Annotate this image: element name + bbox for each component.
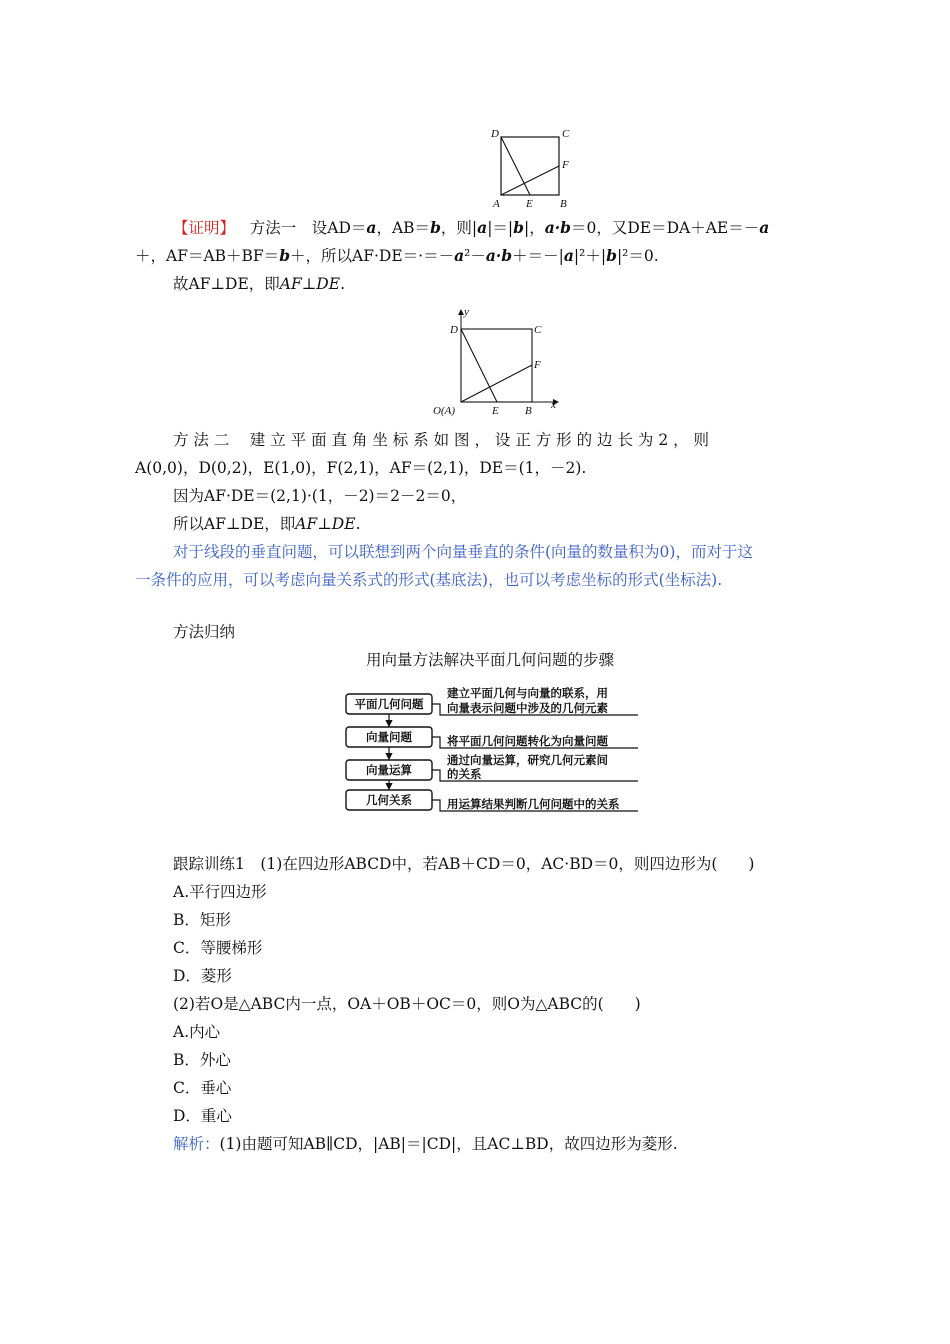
label-e: E	[492, 405, 499, 417]
vec-a: a	[759, 218, 770, 237]
text: 方法一 设AD＝	[249, 219, 367, 237]
q2-option-c: C．垂心	[173, 1079, 232, 1097]
text: |＝|	[487, 219, 514, 237]
text: .	[355, 515, 361, 533]
vec-b: b	[606, 246, 617, 265]
vec-a: a	[563, 246, 574, 265]
text: |，	[523, 219, 545, 237]
label-d: D	[491, 128, 499, 140]
vec-b: b	[501, 246, 513, 265]
q1-option-c: C．等腰梯形	[173, 939, 263, 957]
label-x: x	[551, 399, 556, 411]
solution-label: 解析：	[173, 1135, 220, 1153]
step-note-1a: 建立平面几何与向量的联系，用	[447, 686, 608, 700]
dot: ·	[554, 218, 561, 237]
text: |²＋|	[573, 247, 607, 265]
text: 所以AF⊥DE，即	[173, 515, 296, 533]
text: 故AF⊥DE，即	[173, 275, 280, 293]
label-b: B	[560, 198, 567, 210]
text: ＝0，又DE＝DA＋AE＝－	[571, 219, 760, 237]
step-note-3b: 的关系	[447, 767, 482, 781]
solution	[173, 1133, 678, 1155]
exercise-q1: 跟踪训练1 (1)在四边形ABCD中，若AB＋CD＝0，AC·BD＝0，则四边形为( )	[173, 855, 755, 873]
label-f: F	[562, 159, 569, 171]
label-origin: O(A)	[433, 405, 455, 417]
text: ，AB＝	[376, 219, 431, 237]
square-abcd	[461, 329, 532, 402]
label-c: C	[534, 324, 542, 336]
step-note-3a: 通过向量运算，研究几何元素间	[447, 753, 608, 767]
square-abcd	[501, 137, 559, 195]
step-label-1: 平面几何问题	[354, 697, 424, 711]
proof-tag: 【证明】	[173, 219, 236, 237]
method2-line-4	[173, 513, 361, 535]
vec-b: b	[279, 246, 291, 265]
step-note-4: 用运算结果判断几何问题中的关系	[447, 797, 620, 811]
text: ＋＝－|	[512, 247, 564, 265]
vec-b: b	[560, 218, 572, 237]
segment-de	[461, 329, 497, 402]
text: ＋，所以AF·DE＝·＝－	[290, 247, 455, 265]
segment-de	[501, 137, 530, 195]
vec-a: a	[544, 218, 555, 237]
step-label-3: 向量运算	[366, 763, 412, 777]
note-line-1: 对于线段的垂直问题，可以联想到两个向量垂直的条件(向量的数量积为0)，而对于这	[173, 543, 753, 561]
vec-b: b	[513, 218, 524, 237]
label-c: C	[562, 128, 570, 140]
exercise-q2: (2)若O是△ABC内一点，OA＋OB＋OC＝0，则O为△ABC的( )	[173, 995, 641, 1013]
label-d: D	[450, 324, 458, 336]
text: .	[340, 275, 345, 293]
step-label-4: 几何关系	[366, 793, 412, 807]
q1-option-d: D．菱形	[173, 967, 232, 985]
steps-flowchart	[340, 684, 645, 814]
vec-a: a	[485, 246, 496, 265]
label-e: E	[526, 198, 533, 210]
dot: ·	[495, 246, 502, 265]
step-label-2: 向量问题	[366, 730, 412, 744]
coordinate-figure-2	[430, 302, 565, 420]
q2-option-b: B．外心	[173, 1051, 231, 1069]
method2-line-2: A(0,0)，D(0,2)，E(1,0)，F(2,1)，AF＝(2,1)，DE＝(1，－2).	[135, 459, 587, 477]
q2-option-a: A.内心	[173, 1023, 221, 1041]
label-b: B	[525, 405, 532, 417]
q1-option-b: B．矩形	[173, 911, 231, 929]
proof-line-3	[173, 273, 345, 295]
text: AF⊥DE	[279, 275, 341, 293]
method-heading: 方法归纳	[173, 623, 236, 641]
vec-a: a	[477, 218, 488, 237]
method-title: 用向量方法解决平面几何问题的步骤	[366, 651, 615, 669]
label-a: A	[493, 198, 500, 210]
segment-af	[461, 365, 532, 402]
solution-text: (1)由题可知AB∥CD，|AB|＝|CD|，且AC⊥BD，故四边形为菱形.	[219, 1135, 678, 1153]
text: ²－	[464, 247, 486, 265]
vec-b: b	[430, 218, 441, 237]
q2-option-d: D．重心	[173, 1107, 232, 1125]
step-note-1b: 向量表示问题中涉及的几何元素	[447, 701, 608, 715]
segment-af	[501, 166, 559, 195]
square-figure-1	[480, 122, 580, 212]
text: ，则|	[440, 219, 478, 237]
method2-line-3: 因为AF·DE＝(2,1)·(1，－2)＝2－2＝0，	[173, 487, 467, 505]
vec-a: a	[366, 218, 377, 237]
step-note-2: 将平面几何问题转化为向量问题	[447, 734, 608, 748]
label-f: F	[534, 359, 541, 371]
note-line-2: 一条件的应用，可以考虑向量关系式的形式(基底法)，也可以考虑坐标的形式(坐标法).	[135, 571, 723, 589]
proof-line-1	[173, 217, 769, 239]
method2-line-1: 方 法 二 建 立 平 面 直 角 坐 标 系 如 图 ， 设 正 方 形 的 边 长 为 2 ， 则	[173, 431, 710, 449]
q1-option-a: A.平行四边形	[173, 883, 267, 901]
text: ＋，AF＝AB＋BF＝	[135, 247, 280, 265]
proof-line-2	[135, 245, 659, 267]
label-y: y	[464, 306, 469, 318]
text: |²＝0.	[616, 247, 659, 265]
vec-a: a	[454, 246, 465, 265]
text: AF⊥DE	[295, 515, 356, 533]
